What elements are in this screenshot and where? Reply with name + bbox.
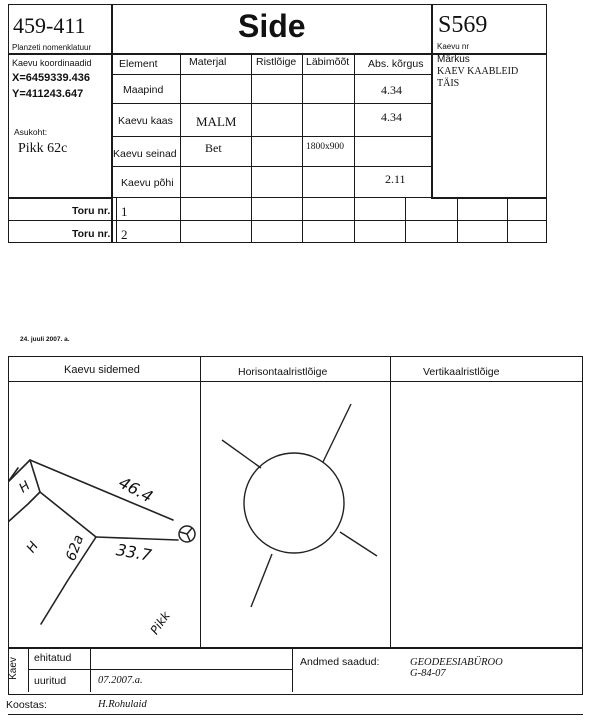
divider <box>354 53 355 243</box>
nomenclature-number: 459-411 <box>13 13 86 38</box>
divider <box>390 356 391 648</box>
pipe-label-1: Toru nr. <box>72 205 111 217</box>
remarks-line1: KAEV KAABLEID <box>437 66 519 77</box>
coord-x: X=6459339.436 <box>12 72 90 84</box>
sketch-house-label: 62a <box>63 532 88 564</box>
row-abs-maapind: 4.34 <box>381 83 402 97</box>
section-header-middle: Horisontaalristlõige <box>238 366 328 378</box>
pipe-value-2: 2 <box>121 227 128 242</box>
divider <box>111 197 432 198</box>
pipe-label-2: Toru nr. <box>72 228 111 240</box>
divider <box>507 197 508 243</box>
footer-surveyed-value: 07.2007.a. <box>98 675 143 686</box>
divider <box>111 103 432 104</box>
section-header-left: Kaevu sidemed <box>64 364 140 376</box>
well-number-label: Kaevu nr <box>437 42 470 51</box>
well-number: S569 <box>438 12 488 38</box>
location-label: Asukoht: <box>14 127 48 137</box>
location-value: Pikk 62c <box>18 141 68 156</box>
footer-surveyed-label: uuritud <box>34 675 67 687</box>
divider <box>8 714 583 715</box>
row-material-kaas: MALM <box>196 114 237 129</box>
coord-y: Y=411243.647 <box>12 88 84 100</box>
divider <box>8 694 583 695</box>
row-element-maapind: Maapind <box>123 84 164 96</box>
divider <box>111 4 113 243</box>
divider <box>431 197 547 199</box>
row-element-kaas: Kaevu kaas <box>118 115 173 127</box>
horizontal-section-drawing <box>201 382 390 647</box>
divider <box>251 53 252 243</box>
column-header-abs: Abs. kõrgus <box>368 58 424 70</box>
divider <box>8 647 583 649</box>
footer-author: H.Rohulaid <box>98 699 147 710</box>
divider <box>180 53 181 243</box>
sketch-h1: H <box>16 478 34 497</box>
row-diameter-seinad: 1800x900 <box>306 142 344 152</box>
row-abs-kaas: 4.34 <box>381 110 402 124</box>
building-outline <box>8 468 18 482</box>
footer-source-label: Andmed saadud: <box>300 656 380 668</box>
divider <box>431 4 433 198</box>
footer-built-label: ehitatud <box>34 652 72 664</box>
coords-label: Kaevu koordinaadid <box>12 58 92 68</box>
sketch-street: Pikk <box>147 608 173 638</box>
divider <box>292 648 293 692</box>
row-element-pohi: Kaevu põhi <box>121 177 174 189</box>
footer-kaev-label: Kaev <box>7 657 19 680</box>
divider <box>405 197 406 243</box>
row-abs-pohi: 2.11 <box>385 172 406 186</box>
sketch-h2: H <box>23 539 42 556</box>
column-header-material: Materjal <box>189 56 227 68</box>
divider <box>111 74 432 75</box>
footer-author-label: Koostas: <box>6 699 47 711</box>
pipe-line <box>323 404 351 462</box>
column-header-section: Ristlõige <box>256 56 297 68</box>
remarks-label: Märkus <box>437 54 470 65</box>
divider <box>28 669 292 670</box>
pipe-value-1: 1 <box>121 204 128 219</box>
section-header-right: Vertikaalristlõige <box>423 366 500 378</box>
divider <box>457 197 458 243</box>
divider <box>90 648 91 692</box>
manhole-icon <box>179 526 195 542</box>
pipe-line <box>222 440 261 468</box>
remarks-line2: TÄIS <box>437 78 460 89</box>
divider <box>111 166 432 167</box>
divider <box>302 53 303 243</box>
date-stamp: 24. juuli 2007. a. <box>20 336 70 343</box>
footer-source-line1: GEODEESIABÜROO <box>410 657 503 668</box>
divider <box>8 220 547 221</box>
divider <box>116 197 117 243</box>
column-header-diameter: Läbimõõt <box>306 56 350 68</box>
page-title: Side <box>238 8 306 44</box>
column-header-element: Element <box>119 58 158 70</box>
location-sketch <box>8 382 200 647</box>
nomenclature-label: Planzeti nomenklatuur <box>12 43 92 52</box>
distance-line <box>96 537 178 540</box>
sketch-dist2: 33.7 <box>114 540 154 565</box>
well-circle <box>244 453 344 553</box>
divider <box>111 136 432 137</box>
footer-source-line2: G-84-07 <box>410 668 446 679</box>
row-element-seinad: Kaevu seinad <box>113 148 177 160</box>
sketch-dist1: 46.4 <box>115 472 156 507</box>
row-material-seinad: Bet <box>205 141 222 155</box>
divider <box>8 197 112 199</box>
pipe-line <box>251 554 272 607</box>
pipe-line <box>340 532 377 556</box>
divider <box>28 648 29 692</box>
